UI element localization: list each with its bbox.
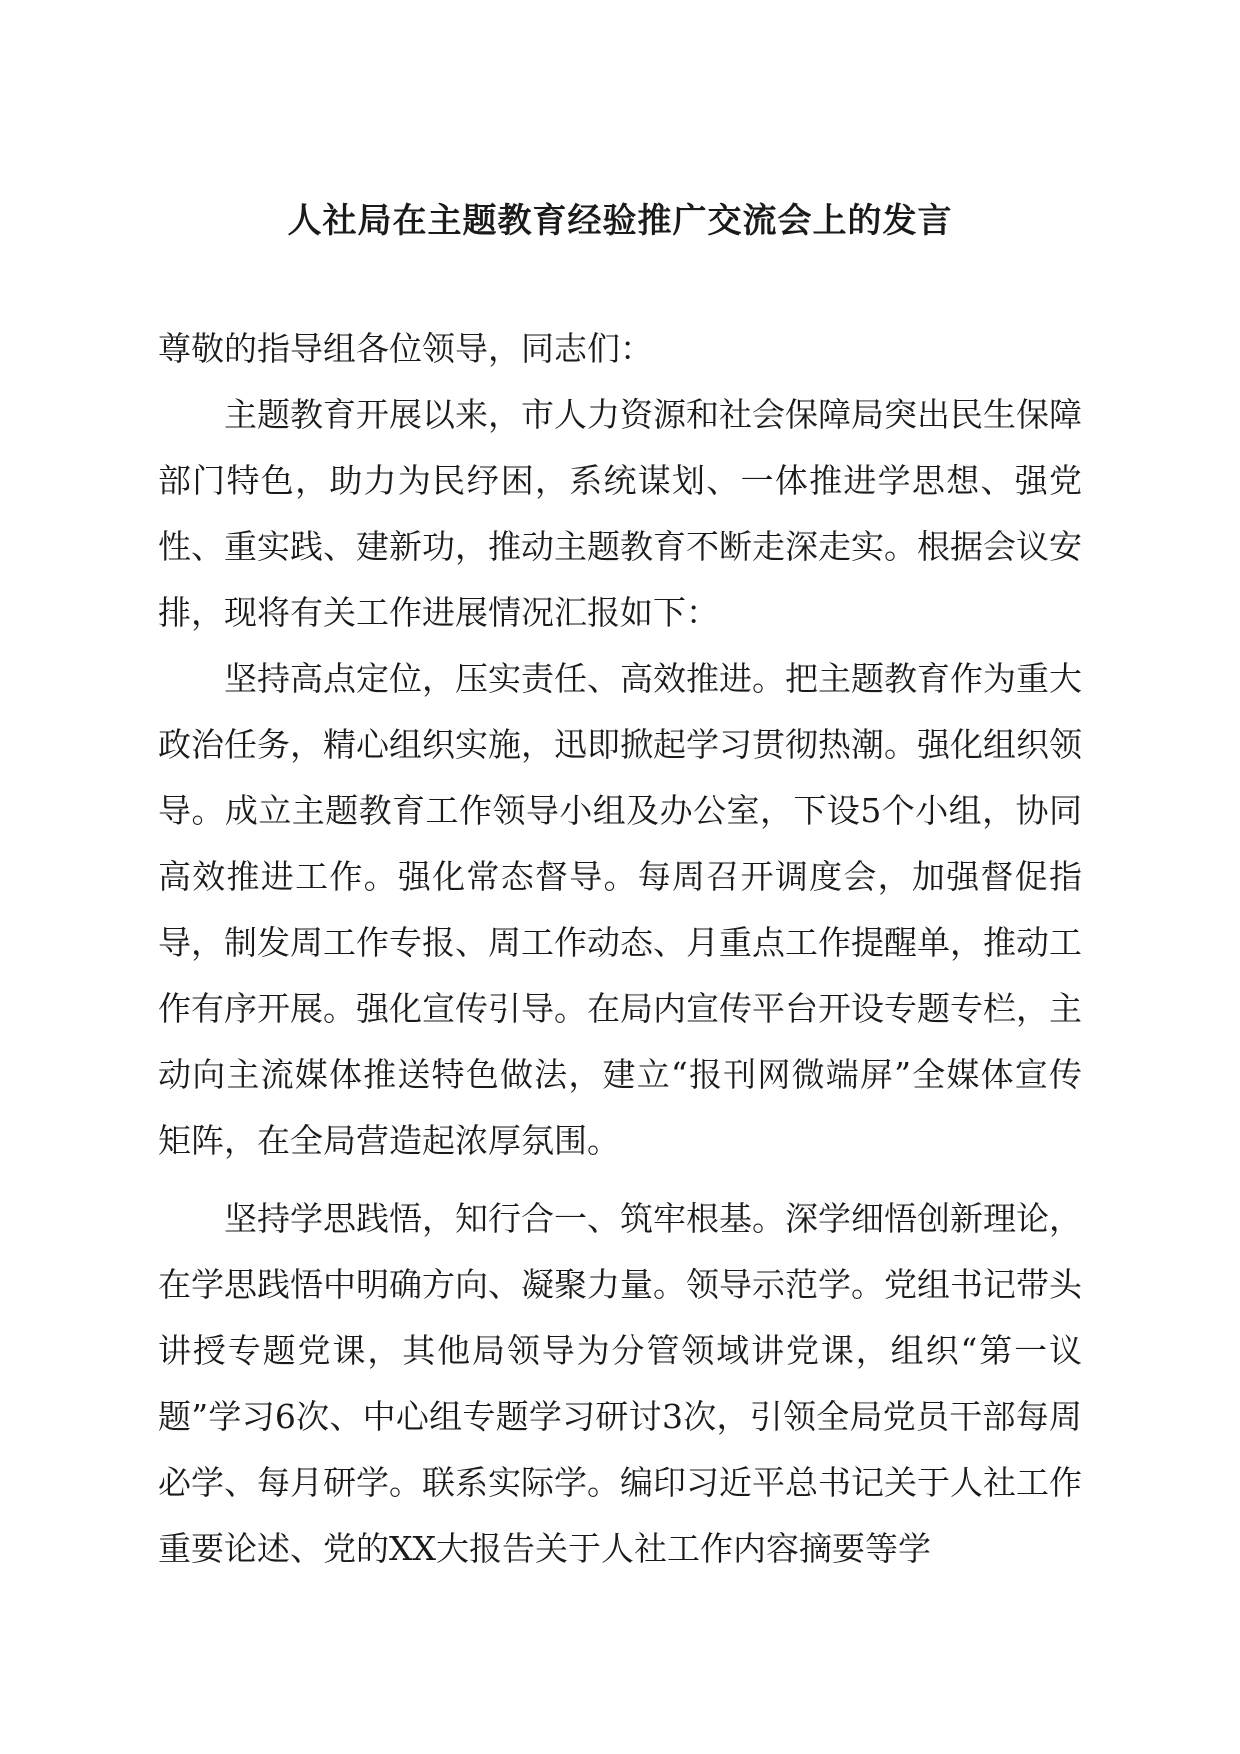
paragraph-study: 坚持学思践悟，知行合一、筑牢根基。深学细悟创新理论，在学思践悟中明确方向、凝聚力量。领导示范学。党组书记带头讲授专题党课，其他局领导为分管领域讲党课，组织“第一议题”学习6次、中心组专题学习研讨3次，引领全局党员干部每周必学、每月研学。联系实际学。编印习近平总书记关于人社工作重要论述、党的XX大报告关于人社工作内容摘要等学 xyxy=(158,1199,1082,1568)
document-body xyxy=(158,316,1082,1582)
salutation: 尊敬的指导组各位领导，同志们： xyxy=(158,329,653,368)
document-title: 人社局在主题教育经验推广交流会上的发言 xyxy=(287,201,953,241)
paragraph-intro: 主题教育开展以来，市人力资源和社会保障局突出民生保障部门特色，助力为民纾困，系统谋划、一体推进学思想、强党性、重实践、建新功，推动主题教育不断走深走实。根据会议安排，现将有关工作进展情况汇报如下： xyxy=(158,395,1082,632)
paragraph-positioning: 坚持高点定位，压实责任、高效推进。把主题教育作为重大政治任务，精心组织实施，迅即掀起学习贯彻热潮。强化组织领导。成立主题教育工作领导小组及办公室，下设5个小组，协同高效推进工作。强化常态督导。每周召开调度会，加强督促指导，制发周工作专报、周工作动态、月重点工作提醒单，推动工作有序开展。强化宣传引导。在局内宣传平台开设专题专栏，主动向主流媒体推送特色做法，建立“报刊网微端屏”全媒体宣传矩阵，在全局营造起浓厚氛围。 xyxy=(158,659,1082,1160)
